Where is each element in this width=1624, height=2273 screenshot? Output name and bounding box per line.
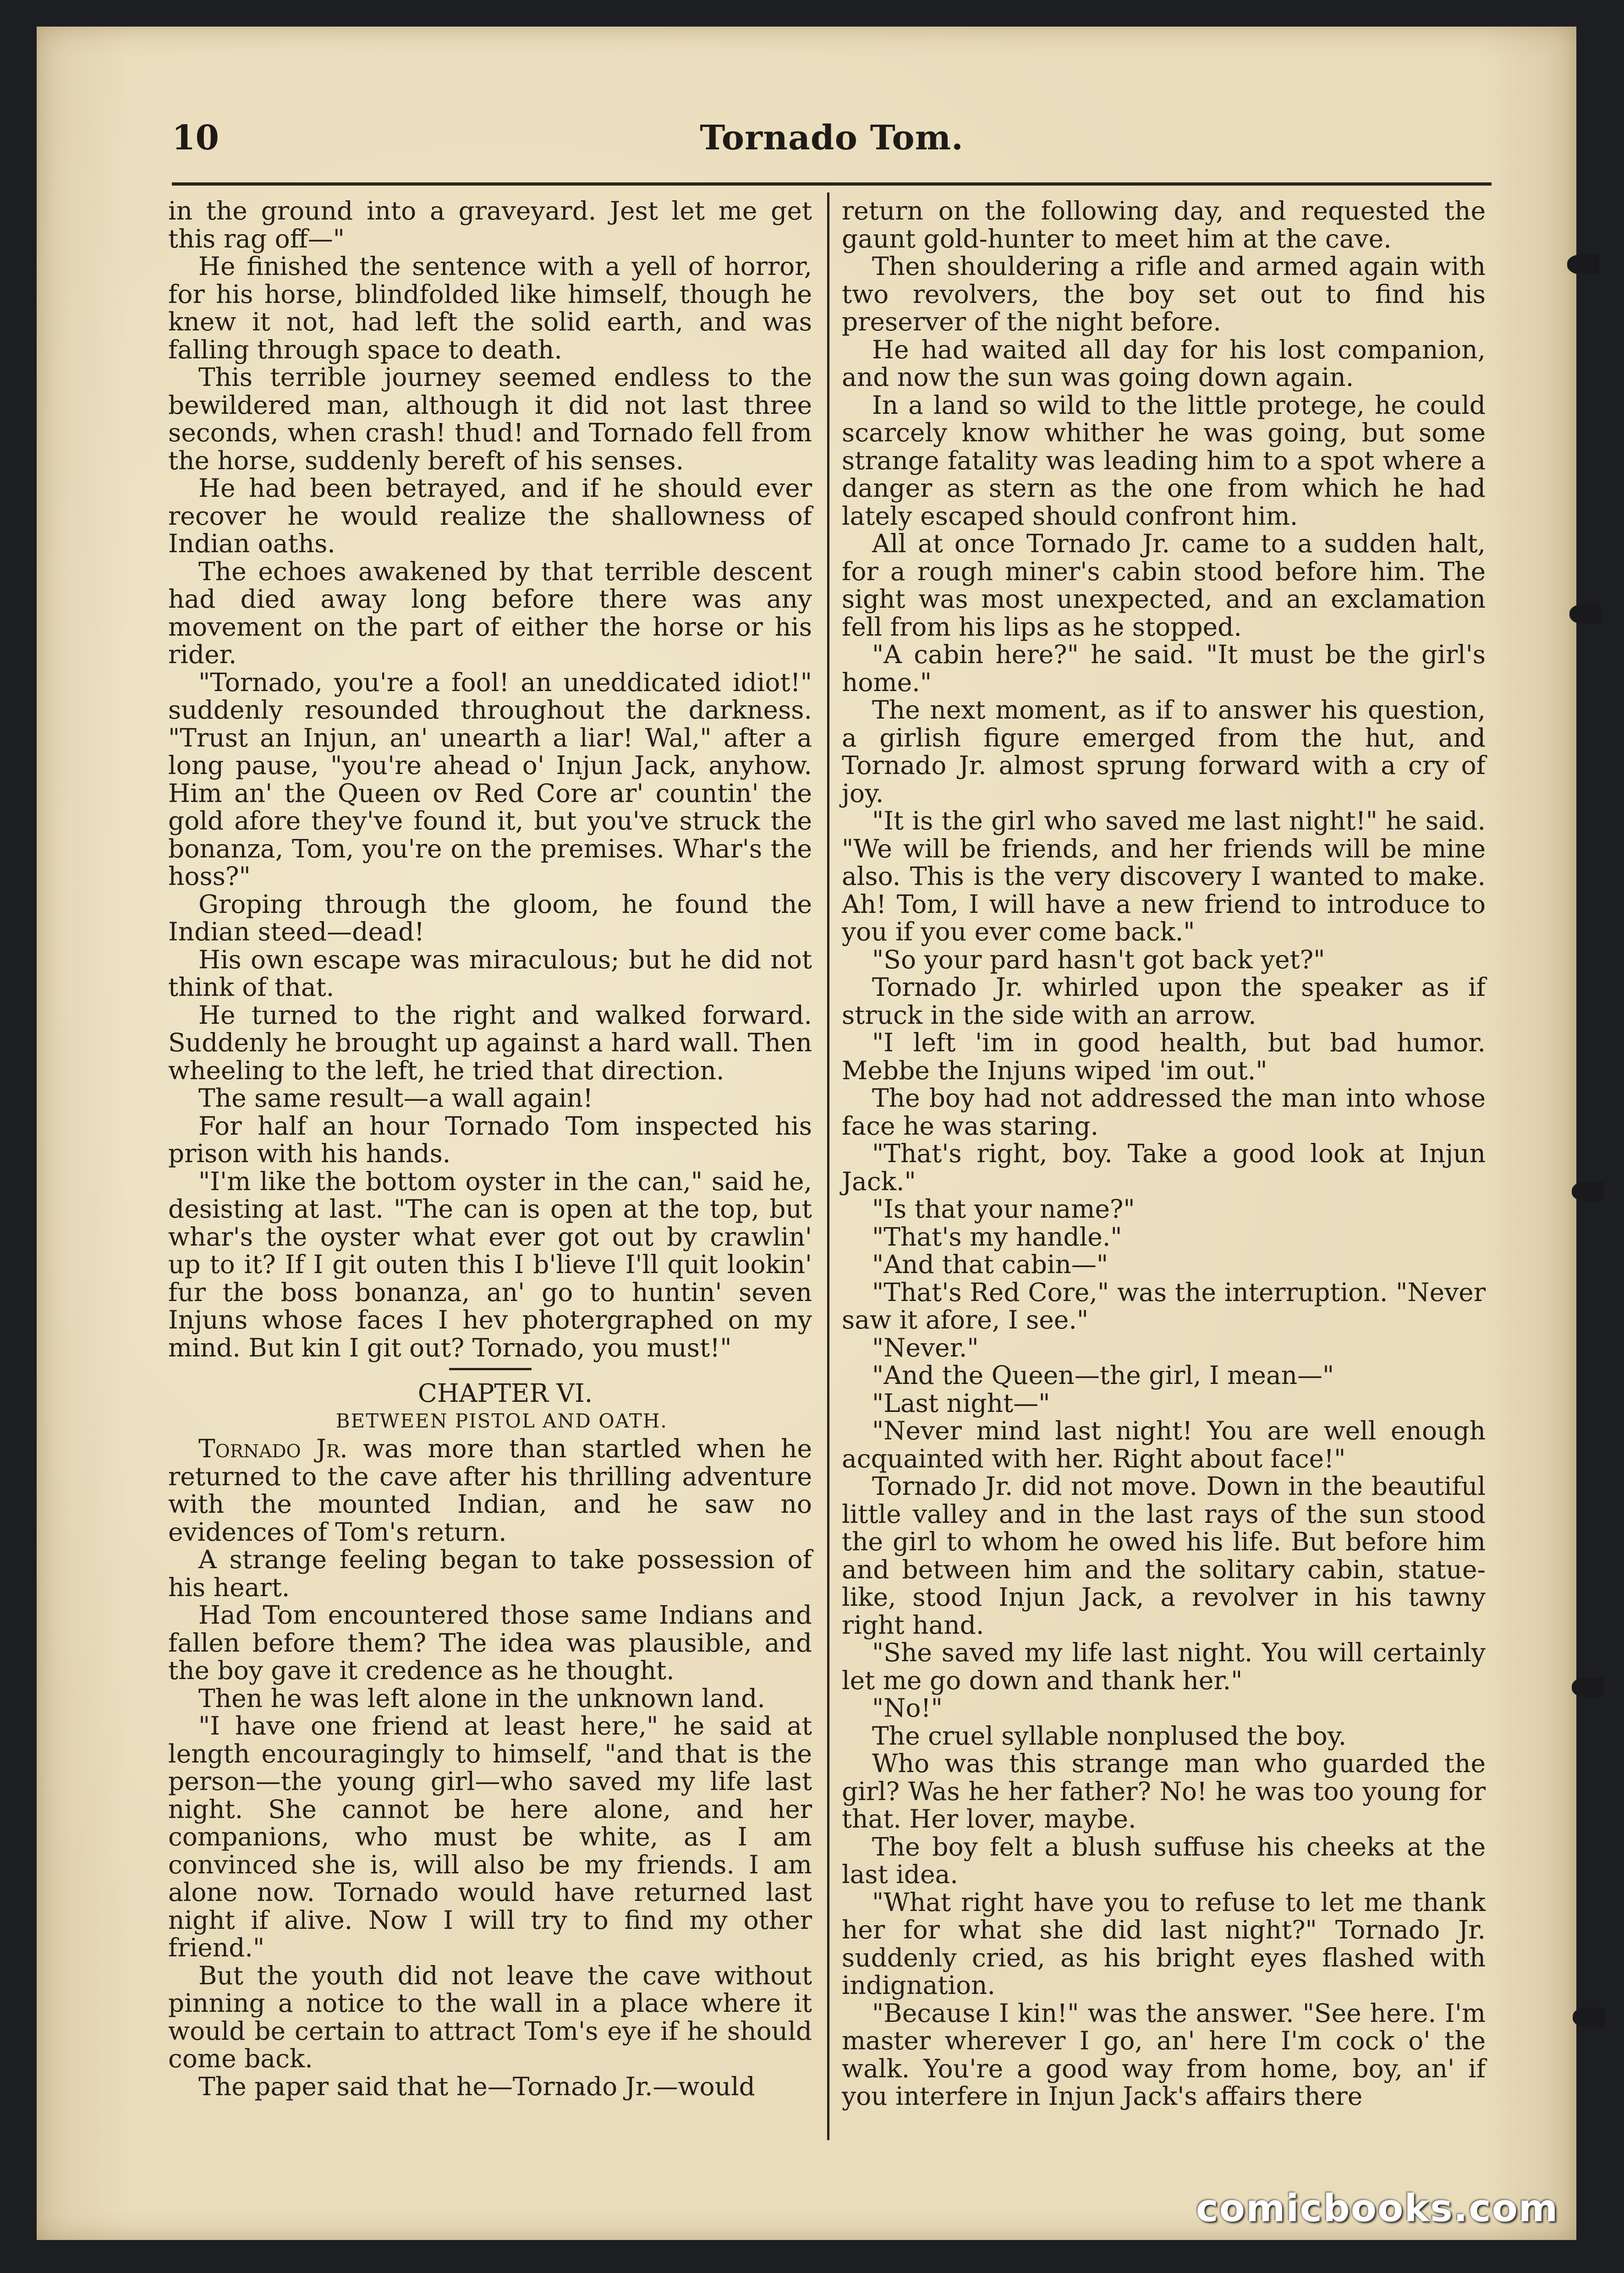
paragraph: "Never mind last night! You are well enough acquainted with her. Right about face!" [842,1416,1486,1473]
paragraph: "I left 'im in good health, but bad humor. Mebbe the Injuns wiped 'im out." [842,1028,1486,1085]
lead-text: was more than startled when he returned to the cave after his thrilling adventure with the mounted Indian, and he saw no evidences of Tom's return. [168,1434,812,1547]
right-column [842,197,1486,2110]
paragraph: This terrible journey seemed endless to the bewildered man, although it did not last three seconds, when crash! thud! and Tornado fell from the horse, suddenly bereft of his senses. [168,362,812,475]
paragraph: "What right have you to refuse to let me thank her for what she did last night?" Tornado Jr. suddenly cried, as his bright eyes flashed with indignation. [842,1887,1486,2000]
left-column [168,197,812,2100]
paragraph: "And the Queen—the girl, I mean—" [872,1361,1334,1390]
paragraph: "No!" [872,1693,943,1723]
paragraph: In a land so wild to the little protege, he could scarcely know whither he was going, but some strange fatality was leading him to a spot where a danger as stern as the one from which he had lately escaped should confront him. [842,390,1486,531]
paragraph: All at once Tornado Jr. came to a sudden halt, for a rough miner's cabin stood before him. The sight was most unexpected, and an exclamation fell from his lips as he stopped. [842,529,1486,642]
binding-staple-mark [1572,1181,1604,1202]
paragraph: Then shouldering a rifle and armed again with two revolvers, the boy set out to find his preserver of the night before. [842,252,1486,336]
binding-staple-mark [1572,1677,1604,1697]
column-rule [827,192,829,2140]
paragraph: His own escape was miraculous; but he did not think of that. [168,944,812,1002]
running-title: Tornado Tom. [700,118,964,158]
paragraph: "She saved my life last night. You will certainly let me go down and thank her." [842,1638,1486,1695]
paragraph: "I have one friend at least here," he said at length encouragingly to himself, "and that is the person—the young girl—who saved my life last night. She cannot be here alone, and her companions, who must be white, as I am convinced she is, will also be my friends. I am alone now. Tornado would have returned last night if alive. Now I will try to find my other friend." [168,1711,812,1962]
paragraph: The boy had not addressed the man into whose face he was staring. [842,1083,1486,1141]
paragraph: return on the following day, and requested the gaunt gold-hunter to meet him at the cave. [842,196,1486,253]
paragraph: But the youth did not leave the cave without pinning a notice to the wall in a place where it would be certain to attract Tom's eye if he should come back. [168,1960,812,2073]
paragraph: He had waited all day for his lost companion, and now the sun was going down again. [842,335,1486,392]
paragraph: "That's right, boy. Take a good look at Injun Jack." [842,1139,1486,1196]
paragraph: "I'm like the bottom oyster in the can," said he, desisting at last. "The can is open at the top, but whar's the oyster what ever got out by crawlin' up to it? If I git outen this I b'lieve I'll quit lookin' fur the boss bonanza, an' go to huntin' seven Injuns whose faces I hev photergraphed on my mind. But kin I git out? Tornado, you must!" [168,1166,812,1362]
paragraph: A strange feeling began to take possession of his heart. [168,1545,812,1602]
paragraph: He finished the sentence with a yell of horror, for his horse, blindfolded like himself, though he knew it not, had left the solid earth, and was falling through space to death. [168,252,812,364]
chapter-lead-paragraph [168,1435,812,1546]
binding-staple-mark [1567,254,1599,275]
header-rule [172,182,1492,186]
paragraph: Then he was left alone in the unknown land. [198,1683,765,1713]
paragraph: "That's Red Core," was the interruption. "Never saw it afore, I see." [842,1277,1486,1334]
paragraph: in the ground into a graveyard. Jest let me get this rag off—" [168,196,812,253]
chapter-subtitle: BETWEEN PISTOL AND OATH. [335,1409,668,1432]
paragraph: The next moment, as if to answer his question, a girlish figure emerged from the hut, and Tornado Jr. almost sprung forward with a cry of joy. [842,695,1486,808]
paragraph: The echoes awakened by that terrible descent had died away long before there was any movement on the part of either the horse or his rider. [168,556,812,669]
paragraph: "So your pard hasn't got back yet?" [872,944,1325,974]
page-number: 10 [172,118,219,158]
paragraph: Groping through the gloom, he found the Indian steed—dead! [168,889,812,946]
paragraph: The cruel syllable nonplused the boy. [872,1721,1347,1751]
paragraph: Tornado Jr. did not move. Down in the beautiful little valley and in the last rays of the sun stood the girl to whom he owed his life. But before him and between him and the solitary cabin, statue-like, stood Injun Jack, a revolver in his tawny right hand. [842,1471,1486,1640]
paragraph: The boy felt a blush suffuse his cheeks at the last idea. [842,1832,1486,1889]
paragraph: He turned to the right and walked forward. Suddenly he brought up against a hard wall. Then wheeling to the left, he tried that direction. [168,1000,812,1085]
paragraph: For half an hour Tornado Tom inspected his prison with his hands. [168,1111,812,1168]
paragraph: "That's my handle." [872,1222,1122,1252]
paragraph: The same result—a wall again! [198,1083,593,1113]
section-divider [449,1368,532,1370]
chapter-title: CHAPTER VI. [417,1378,593,1408]
watermark: comicbooks.com [1196,2187,1559,2230]
paragraph: "A cabin here?" he said. "It must be the girl's home." [842,640,1486,697]
paragraph: The paper said that he—Tornado Jr.—would [198,2071,755,2101]
paragraph: "Is that your name?" [872,1194,1135,1224]
paragraph: "Tornado, you're a fool! an uneddicated idiot!" suddenly resounded throughout the darkness. "Trust an Injun, an' unearth a liar! Wal," after a long pause, "you're ahead o' Injun Jack, anyhow. Him an' the Queen ov Red Core ar' countin' the gold afore they've found it, but you've struck the bonanza, Tom, you're on the premises. Whar's the hoss?" [168,667,812,891]
paragraph: Who was this strange man who guarded the girl? Was he her father? No! he was too young for that. Her lover, maybe. [842,1749,1486,1834]
paragraph: Tornado Jr. whirled upon the speaker as if struck in the side with an arrow. [842,972,1486,1030]
paragraph: "And that cabin—" [872,1250,1108,1279]
paragraph: "Never." [872,1333,979,1362]
paragraph: "Last night—" [872,1388,1050,1418]
paragraph: "It is the girl who saved me last night!" he said. "We will be friends, and her friends will be mine also. This is the very discovery I wanted to make. Ah! Tom, I will have a new friend to introduce to you if you ever come back." [842,806,1486,946]
paragraph: Had Tom encountered those same Indians and fallen before them? The idea was plausible, and the boy gave it credence as he thought. [168,1600,812,1685]
binding-staple-mark [1569,604,1602,624]
page-header [172,118,1492,169]
binding-staple-mark [1573,2007,1605,2027]
paragraph: He had been betrayed, and if he should ever recover he would realize the shallowness of Indian oaths. [168,473,812,558]
lead-words: Tornado Jr. [198,1434,348,1463]
paragraph: "Because I kin!" was the answer. "See here. I'm master wherever I go, an' here I'm cock o' the walk. You're a good way from home, boy, an' if you interfere in Injun Jack's affairs there [842,1998,1486,2111]
